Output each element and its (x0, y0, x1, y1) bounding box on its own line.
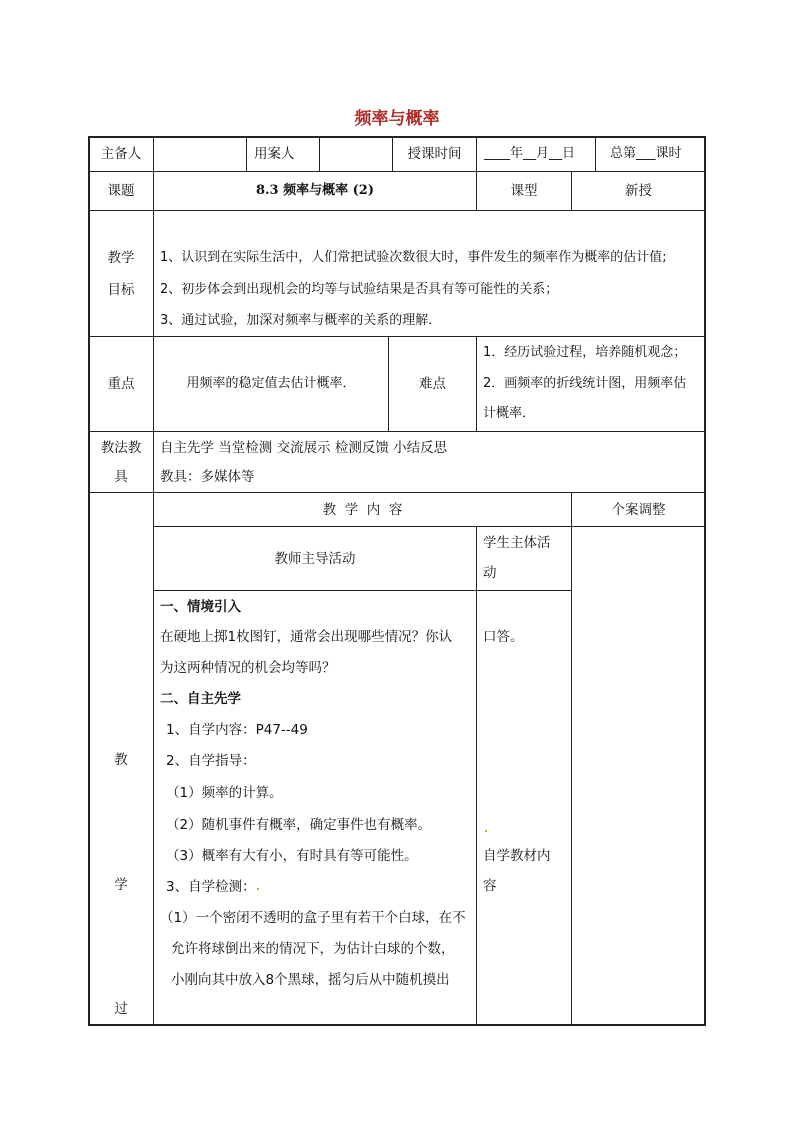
teacher-line-9: （3）概率有大有小，有时具有等可能性。 (166, 848, 418, 864)
topic-label: 课题 (107, 183, 135, 199)
adjust-header: 个案调整 (611, 502, 666, 518)
teacher-line-5: 1、自学内容：P47--49 (166, 722, 308, 738)
teacher-line-8: （2）随机事件有概率，确定事件也有概率。 (166, 817, 432, 833)
difficulty-line-1: 1．经历试验过程，培养随机观念； (483, 345, 687, 360)
goal-item-2: 2、初步体会到出现机会的均等与试验结果是否具有等可能性的关系； (160, 282, 559, 297)
teacher-line-6: 2、自学指导： (166, 753, 256, 769)
student-header-line-1: 学生主体活 (483, 535, 551, 551)
goal-item-3: 3、通过试验，加深对频率与概率的关系的理解． (160, 313, 442, 328)
section-heading-intro: 一、情境引入 (160, 599, 241, 615)
student-answer-oral: 口答。 (483, 629, 524, 645)
method-label-line1: 教法教 (100, 440, 142, 456)
adjust-column-cell (571, 492, 706, 1026)
type-label: 课型 (510, 183, 538, 199)
teacher-line-12: 允许将球倒出来的情况下，为估计白球的个数， (171, 941, 455, 957)
method-label-line2: 具 (114, 469, 128, 485)
period-blank: 总第___课时 (610, 146, 682, 161)
teacher-content-cell (153, 590, 477, 1026)
process-label-char-1: 教 (114, 752, 128, 768)
key-label: 重点 (107, 376, 135, 392)
method-line-1: 自主先学 当堂检测 交流展示 检测反馈 小结反思 (160, 440, 448, 456)
process-label-char-2: 学 (114, 877, 128, 893)
teacher-line-10: 3、自学检测： (166, 879, 256, 895)
teacher-line-11: （1）一个密闭不透明的盒子里有若干个白球，在不 (160, 910, 466, 926)
teacher-line-7: （1）频率的计算。 (166, 785, 283, 801)
method-line-2: 教具：多媒体等 (160, 469, 255, 485)
student-line-3: 容 (483, 878, 497, 894)
user-value-cell (319, 136, 393, 172)
difficulty-label: 难点 (419, 376, 446, 392)
type-value: 新授 (625, 183, 652, 199)
teacher-line-3: 为这两种情况的机会均等吗？ (160, 660, 336, 676)
goal-item-1: 1、认识到在实际生活中，人们常把试验次数很大时，事件发生的频率作为概率的估计值; (160, 250, 667, 265)
student-header-line-2: 动 (483, 565, 497, 581)
student-content-cell (476, 590, 572, 1026)
section-heading-self-study: 二、自主先学 (160, 691, 241, 707)
preparer-value-cell (153, 136, 247, 172)
key-content: 用频率的稳定值去估计概率． (186, 376, 356, 391)
stray-dot (485, 830, 487, 832)
difficulty-line-3: 计概率． (483, 406, 536, 421)
stray-dot (257, 888, 259, 890)
time-label: 授课时间 (407, 146, 462, 162)
difficulty-line-2: 2．画频率的折线统计图，用频率估 (483, 376, 687, 391)
process-label-char-3: 过 (114, 1001, 128, 1017)
goals-label-cell (88, 210, 154, 337)
teacher-header: 教师主导活动 (274, 551, 356, 567)
teacher-line-2: 在硬地上掷1枚图钉，通常会出现哪些情况？你认 (160, 629, 453, 645)
goals-label-line2: 目标 (107, 282, 135, 298)
student-line-2: 自学教材内 (483, 848, 551, 864)
user-label: 用案人 (254, 146, 295, 162)
preparer-label: 主备人 (100, 146, 142, 162)
content-header: 教 学 内 容 (322, 502, 403, 518)
topic-value: 8.3 频率与概率 (2) (255, 183, 375, 198)
date-blank: ____年__月__日 (484, 146, 576, 161)
teacher-line-13: 小刚向其中放入8个黑球，摇匀后从中随机摸出 (171, 972, 450, 988)
page-title: 频率与概率 (354, 109, 440, 129)
goals-label-line1: 教学 (107, 250, 135, 266)
